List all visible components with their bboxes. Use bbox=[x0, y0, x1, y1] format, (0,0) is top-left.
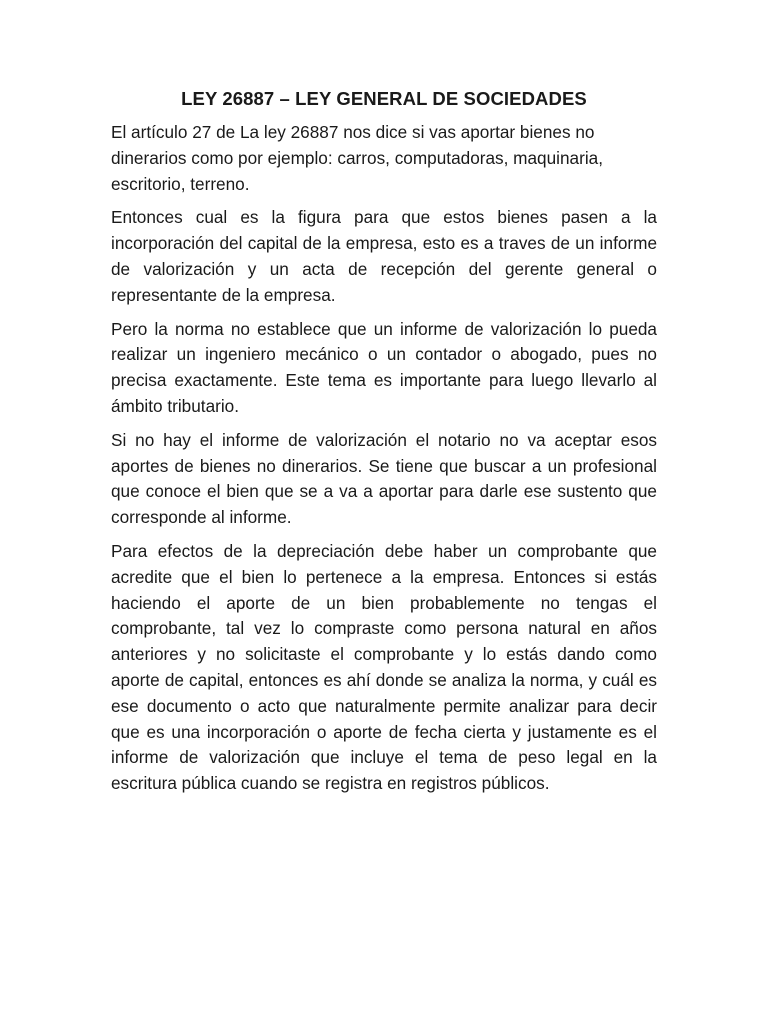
document-page bbox=[111, 86, 657, 805]
paragraph-2: Entonces cual es la figura para que estos bienes pasen a la incorporación del capital de la empresa, esto es a traves de un informe de valorización y un acta de recepción del gerente general o representante de la empresa. bbox=[111, 207, 657, 305]
paragraph-5: Para efectos de la depreciación debe haber un comprobante que acredite que el bien lo pertenece a la empresa. Entonces si estás haciendo el aporte de un bien probablemente no tengas el comprobante, tal vez lo compraste como persona natural en años anteriores y no solicitaste el comprobante y lo estás dando como aporte de capital, entonces es ahí donde se analiza la norma, y cuál es ese documento o acto que naturalmente permite analizar para decir que es una incorporación o aporte de fecha cierta y justamente es el informe de valorización que incluye el tema de peso legal en la escritura pública cuando se registra en registros públicos. bbox=[111, 540, 657, 794]
document-title: LEY 26887 – LEY GENERAL DE SOCIEDADES bbox=[181, 88, 587, 109]
paragraph-3: Pero la norma no establece que un informe de valorización lo pueda realizar un ingeniero mecánico o un contador o abogado, pues no precisa exactamente. Este tema es importante para luego llevarlo al ámbito tributario. bbox=[111, 318, 657, 416]
paragraph-1: El artículo 27 de La ley 26887 nos dice si vas aportar bienes no dinerarios como por ejemplo: carros, computadoras, maquinaria, escritorio, terreno. bbox=[111, 122, 603, 194]
paragraph-4: Si no hay el informe de valorización el notario no va aceptar esos aportes de bienes no dinerarios. Se tiene que buscar a un profesional que conoce el bien que se a va a aportar para darle ese sustento que corresponde al informe. bbox=[111, 429, 657, 528]
